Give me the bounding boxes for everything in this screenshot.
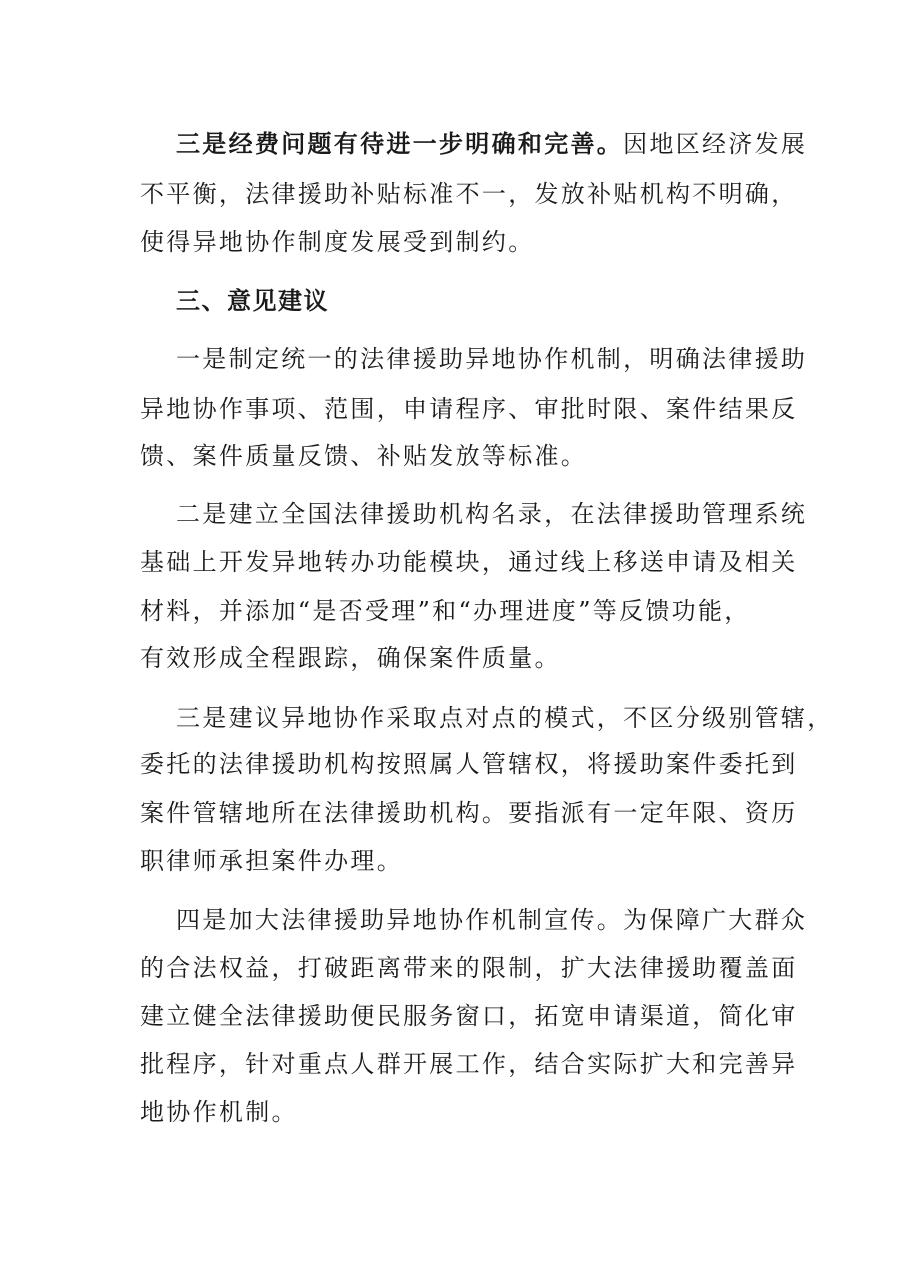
para3-line4: 有效形成全程跟踪，确保案件质量。 [140,644,561,672]
para3-line3: 材料，并添加“是否受理”和“办理进度”等反馈功能， [140,597,751,625]
para4-line3: 案件管辖地所在法律援助机构。要指派有一定年限、资历 [140,799,798,827]
para5-line4: 批程序，针对重点人群开展工作，结合实际扩大和完善异 [140,1050,798,1078]
para1-line2: 不平衡，法律援助补贴标准不一，发放补贴机构不明确， [140,180,798,208]
para5-line5: 地协作机制。 [140,1098,298,1126]
para1-line3: 使得异地协作制度发展受到制约。 [140,228,535,256]
para1-line1 [176,128,816,160]
para2-line1: 一是制定统一的法律援助异地协作机制，明确法律援助 [176,345,808,373]
section-heading: 三、意见建议 [176,287,329,315]
para1-line1-rest: 因地区经济发展 [623,130,808,158]
para2-line3: 馈、案件质量反馈、补贴发放等标准。 [140,442,588,470]
para1-lead-bold: 三是经费问题有待进一步明确和完善。 [176,130,624,158]
para5-line3: 建立健全法律援助便民服务窗口，拓宽申请渠道，简化审 [140,1002,798,1030]
para2-line2: 异地协作事项、范围，申请程序、审批时限、案件结果反 [140,395,798,423]
para4-line1: 三是建议异地协作采取点对点的模式，不区分级别管辖， [176,704,834,732]
para5-line1: 四是加大法律援助异地协作机制宣传。为保障广大群众 [176,906,808,934]
para3-line1: 二是建立全国法律援助机构名录，在法律援助管理系统 [176,500,808,528]
para3-line2: 基础上开发异地转办功能模块，通过线上移送申请及相关 [140,548,798,576]
para5-line2: 的合法权益，打破距离带来的限制，扩大法律援助覆盖面 [140,954,798,982]
para4-line2: 委托的法律援助机构按照属人管辖权，将援助案件委托到 [140,750,798,778]
para4-line4: 职律师承担案件办理。 [140,847,403,875]
